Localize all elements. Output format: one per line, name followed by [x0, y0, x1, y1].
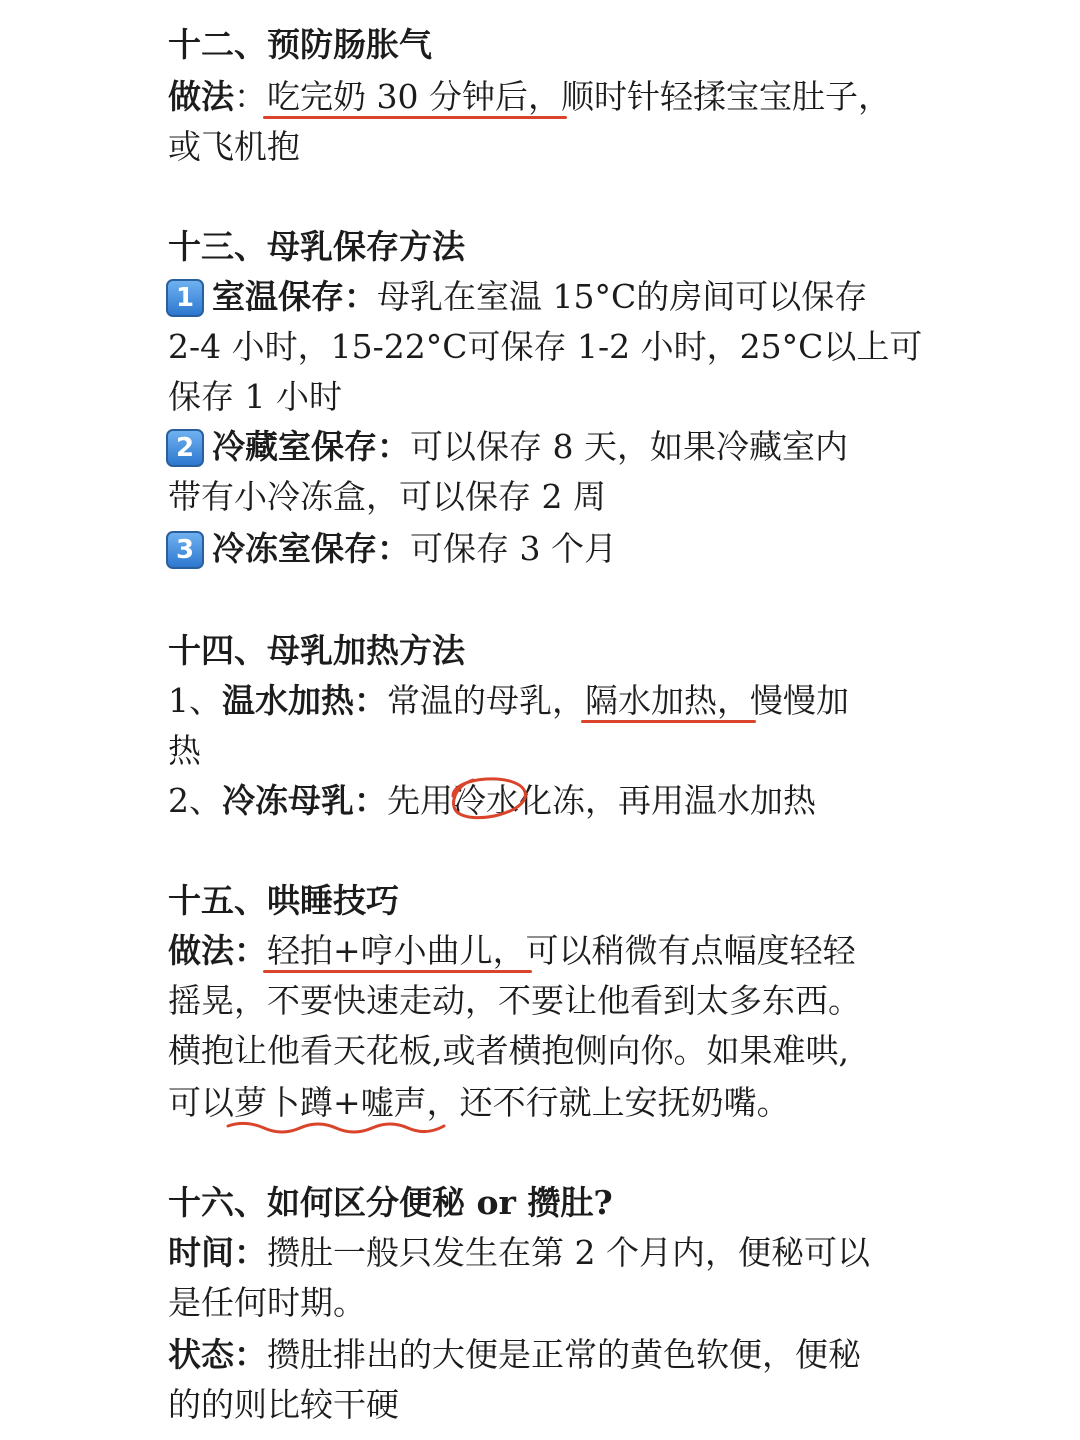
hand-drawn-circle-icon	[443, 768, 533, 828]
section-13-item-1	[168, 272, 867, 322]
warm-water-text: 常温的母乳，	[387, 681, 585, 720]
warm-water-number: 1、	[168, 681, 222, 720]
freezer-text: 可保存 3 个月	[410, 529, 617, 568]
section-15-label: 做法：	[168, 931, 267, 970]
fridge-label: 冷藏室保存：	[212, 427, 410, 466]
section-16-time-line-2: 是任何时期。	[168, 1283, 366, 1322]
section-12-line-2: 或飞机抱	[168, 127, 300, 166]
section-12-title: 十二、预防肠胀气	[168, 25, 432, 64]
section-15-text-4-end: 还不行就上安抚奶嘴。	[459, 1083, 790, 1122]
warm-water-text-2: 热	[168, 731, 201, 770]
section-16-time-line-1	[168, 1228, 870, 1278]
underline-mark-feeding-time: 吃完奶 30 分钟后，	[267, 72, 561, 122]
squat-shush-text: 萝卜蹲+嘘声，	[234, 1083, 460, 1122]
keycap-1-icon: 1	[166, 279, 204, 317]
wavy-mark-squat-shush	[234, 1078, 460, 1128]
keycap-3-icon: 3	[166, 531, 204, 569]
state-label: 状态：	[168, 1335, 267, 1374]
cold-water-text: 冷水	[453, 781, 519, 820]
section-14-item-2	[168, 776, 816, 826]
section-16-state-line-1	[168, 1330, 861, 1380]
section-12-line-1	[168, 72, 891, 122]
section-15-line-4	[168, 1078, 790, 1128]
freezer-label: 冷冻室保存：	[212, 529, 410, 568]
room-temp-text: 母乳在室温 15°C的房间可以保存	[377, 277, 868, 316]
frozen-milk-text-end: 化冻，再用温水加热	[519, 781, 816, 820]
room-temp-label: 室温保存：	[212, 277, 377, 316]
section-12-colon: ：	[234, 77, 267, 116]
warm-water-label: 温水加热：	[222, 681, 387, 720]
section-15-line-1	[168, 926, 856, 976]
section-16-title: 十六、如何区分便秘 or 攒肚?	[168, 1183, 613, 1222]
wavy-underline-icon	[226, 1118, 446, 1138]
frozen-milk-text: 先用	[387, 781, 453, 820]
room-temp-text-2: 2-4 小时，15-22°C可保存 1-2 小时，25°C以上可	[168, 327, 923, 366]
circle-mark-cold-water	[453, 776, 519, 826]
section-13-item-2	[168, 422, 848, 472]
section-16-state-line-2: 的的则比较干硬	[168, 1385, 399, 1424]
section-15-line-3: 横抱让他看天花板,或者横抱侧向你。如果难哄,	[168, 1031, 849, 1070]
section-12-text: 顺时针轻揉宝宝肚子，	[560, 77, 891, 116]
frozen-milk-number: 2、	[168, 781, 222, 820]
frozen-milk-label: 冷冻母乳：	[222, 781, 387, 820]
fridge-text-2: 带有小冷冻盒，可以保存 2 周	[168, 477, 606, 516]
warm-water-text-end: 慢慢加	[750, 681, 849, 720]
fridge-text: 可以保存 8 天，如果冷藏室内	[410, 427, 848, 466]
time-text: 攒肚一般只发生在第 2 个月内，便秘可以	[267, 1233, 870, 1272]
section-15-text-4: 可以	[168, 1083, 234, 1122]
underline-mark-pat-hum: 轻拍+哼小曲儿，	[267, 926, 526, 976]
room-temp-text-3: 保存 1 小时	[168, 377, 342, 416]
state-text: 攒肚排出的大便是正常的黄色软便，便秘	[267, 1335, 861, 1374]
section-15-line-2: 摇晃，不要快速走动，不要让他看到太多东西。	[168, 981, 861, 1020]
section-14-title: 十四、母乳加热方法	[168, 631, 465, 670]
time-label: 时间：	[168, 1233, 267, 1272]
keycap-2-icon: 2	[166, 429, 204, 467]
section-12-label: 做法	[168, 77, 234, 116]
section-15-text: 可以稍微有点幅度轻轻	[525, 931, 856, 970]
section-13-title: 十三、母乳保存方法	[168, 227, 465, 266]
section-14-item-1	[168, 676, 849, 726]
section-13-item-3	[168, 524, 617, 574]
underline-mark-water-bath: 隔水加热，	[585, 676, 750, 726]
section-15-title: 十五、哄睡技巧	[168, 881, 399, 920]
